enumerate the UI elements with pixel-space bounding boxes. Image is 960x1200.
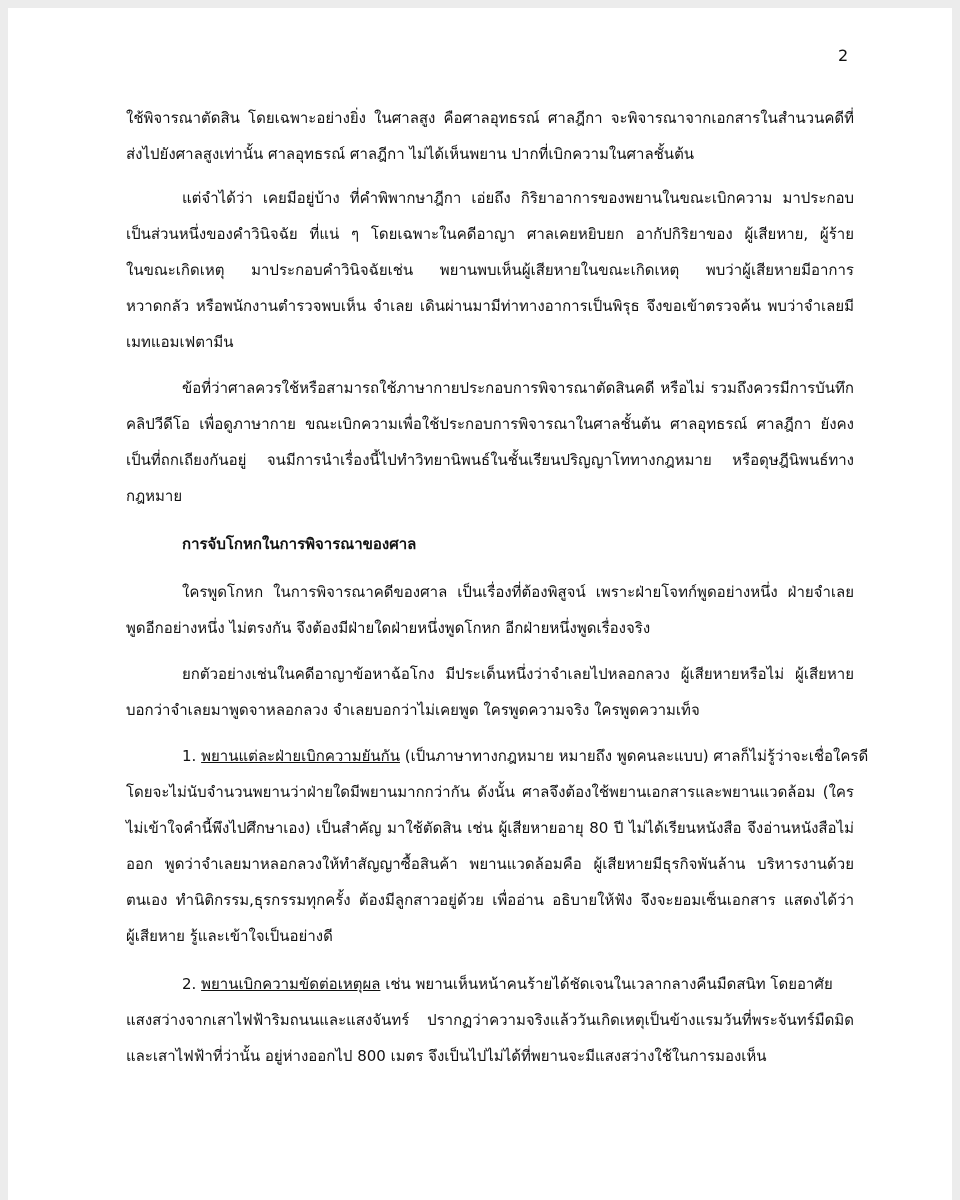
paragraph-5-line-1: ยกตัวอย่างเช่นในคดีอาญาข้อหาฉ้อโกง มีประเด็นหนึ่งว่าจำเลยไปหลอกลวง ผู้เสียหายหรือไม่ ผู้เสียหาย (182, 665, 854, 683)
numbered-item-2-underlined-term: พยานเบิกความขัดต่อเหตุผล (201, 975, 381, 993)
paragraph-1-line-2: ส่งไปยังศาลสูงเท่านั้น ศาลอุทธรณ์ ศาลฎีกา ไม่ได้เห็นพยาน ปากที่เบิกความในศาลชั้นต้น (126, 145, 695, 163)
numbered-item-1-line-5: ตนเอง ทำนิติกรรม,ธุรกรรมทุกครั้ง ต้องมีลูกสาวอยู่ด้วย เพื่ออ่าน อธิบายให้ฟัง จึงจะยอมเซ็นเอกสาร แสดงได้ว่า (126, 891, 854, 909)
paragraph-3-line-1: ข้อที่ว่าศาลควรใช้หรือสามารถใช้ภาษากายประกอบการพิจารณาตัดสินคดี หรือไม่ รวมถึงควรมีการบันทึก (182, 379, 854, 397)
paragraph-2-line-4: หวาดกลัว หรือพนักงานตำรวจพบเห็น จำเลย เดินผ่านมามีท่าทางอาการเป็นพิรุธ จึงขอเข้าตรวจค้น พบว่าจำเลยมี (126, 297, 854, 315)
paragraph-3-line-3: เป็นที่ถกเถียงกันอยู่ จนมีการนำเรื่องนี้ไปทำวิทยานิพนธ์ในชั้นเรียนปริญญาโททางกฎหมาย หรือดุษฎีนิพนธ์ทาง (126, 451, 854, 469)
numbered-item-2-number: 2. (182, 975, 197, 993)
numbered-item-1-line-4: ออก พูดว่าจำเลยมาหลอกลวงให้ทำสัญญาซื้อสินค้า พยานแวดล้อมคือ ผู้เสียหายมีธุรกิจพันล้าน บริหารงานด้วย (126, 855, 854, 873)
paragraph-2-line-5: เมทแอมเฟตามีน (126, 333, 234, 351)
numbered-item-1-line-6: ผู้เสียหาย รู้และเข้าใจเป็นอย่างดี (126, 927, 333, 945)
page-number: 2 (838, 46, 849, 65)
numbered-item-1-line-1 (182, 746, 868, 768)
paragraph-4-line-2: พูดอีกอย่างหนึ่ง ไม่ตรงกัน จึงต้องมีฝ่ายใดฝ่ายหนึ่งพูดโกหก อีกฝ่ายหนึ่งพูดเรื่องจริง (126, 619, 651, 637)
numbered-item-1-line-2: โดยจะไม่นับจำนวนพยานว่าฝ่ายใดมีพยานมากกว่ากัน ดังนั้น ศาลจึงต้องใช้พยานเอกสารและพยานแวดล้อม (ใคร (126, 783, 854, 801)
paragraph-3-line-2: คลิปวีดีโอ เพื่อดูภาษากาย ขณะเบิกความเพื่อใช้ประกอบการพิจารณาในศาลชั้นต้น ศาลอุทธรณ์ ศาลฎีกา ยังคง (126, 415, 854, 433)
paragraph-5-line-2: บอกว่าจำเลยมาพูดจาหลอกลวง จำเลยบอกว่าไม่เคยพูด ใครพูดความจริง ใครพูดความเท็จ (126, 701, 700, 719)
section-heading: การจับโกหกในการพิจารณาของศาล (182, 535, 417, 553)
numbered-item-1-underlined-term: พยานแต่ละฝ่ายเบิกความยันกัน (201, 747, 400, 765)
numbered-item-1-line-3: ไม่เข้าใจคำนี้พึงไปศึกษาเอง) เป็นสำคัญ มาใช้ตัดสิน เช่น ผู้เสียหายอายุ 80 ปี ไม่ได้เรียนหนังสือ จึงอ่านหนังสือไม่ (126, 819, 854, 837)
paragraph-1-line-1: ใช้พิจารณาตัดสิน โดยเฉพาะอย่างยิ่ง ในศาลสูง คือศาลอุทธรณ์ ศาลฎีกา จะพิจารณาจากเอกสารในสำนวนคดีที่ (126, 109, 854, 127)
numbered-item-1-number: 1. (182, 747, 197, 765)
numbered-item-2-line-2: แสงสว่างจากเสาไฟฟ้าริมถนนและแสงจันทร์ ปรากฏว่าความจริงแล้ววันเกิดเหตุเป็นข้างแรมวันที่พระจันทร์มืดมิด (126, 1011, 854, 1029)
paragraph-4-line-1: ใครพูดโกหก ในการพิจารณาคดีของศาล เป็นเรื่องที่ต้องพิสูจน์ เพราะฝ่ายโจทก์พูดอย่างหนึ่ง ฝ่ายจำเลย (182, 583, 854, 601)
paragraph-2-line-2: เป็นส่วนหนึ่งของคำวินิจฉัย ที่แน่ ๆ โดยเฉพาะในคดีอาญา ศาลเคยหยิบยก อากัปกิริยาของ ผู้เสียหาย, ผู้ร้าย (126, 225, 854, 243)
numbered-item-1-rest: (เป็นภาษาทางกฎหมาย หมายถึง พูดคนละแบบ) ศาลก็ไม่รู้ว่าจะเชื่อใครดี (399, 747, 869, 765)
paragraph-3-line-4: กฎหมาย (126, 487, 183, 505)
paragraph-2-line-1: แต่จำได้ว่า เคยมีอยู่บ้าง ที่คำพิพากษาฎีกา เอ่ยถึง กิริยาอาการของพยานในขณะเบิกความ มาประกอบ (182, 189, 854, 207)
numbered-item-2-line-1 (182, 974, 833, 996)
paragraph-2-line-3: ในขณะเกิดเหตุ มาประกอบคำวินิจฉัยเช่น พยานพบเห็นผู้เสียหายในขณะเกิดเหตุ พบว่าผู้เสียหายมีอาการ (126, 261, 854, 279)
numbered-item-2-line-3: และเสาไฟฟ้าที่ว่านั้น อยู่ห่างออกไป 800 เมตร จึงเป็นไปไม่ได้ที่พยานจะมีแสงสว่างใช้ในการมองเห็น (126, 1047, 767, 1065)
numbered-item-2-rest: เช่น พยานเห็นหน้าคนร้ายได้ชัดเจนในเวลากลางคืนมืดสนิท โดยอาศัย (380, 975, 833, 993)
